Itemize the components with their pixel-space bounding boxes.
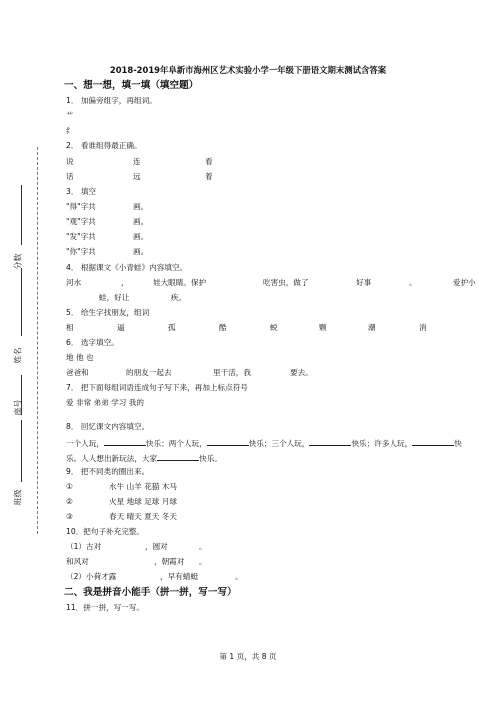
q4-part: 娃大眼睛。保护	[153, 278, 207, 287]
q3-row: "得"字共	[66, 202, 96, 211]
q1-text: 1． 加偏旁组字，再组词。	[66, 96, 157, 105]
q2-cell: 着	[205, 172, 213, 181]
q2-cell: 话	[66, 172, 74, 181]
q9-num: ③	[66, 512, 73, 521]
q3-text: 3． 填空	[66, 187, 97, 196]
q3-row: 画。	[133, 232, 149, 241]
seat-label: 座号	[13, 399, 23, 416]
q4-part: 蛙，好让	[99, 293, 130, 302]
q6-part: 的朋友一起去	[126, 368, 172, 377]
q10-part: （2）小荷才露	[66, 572, 117, 581]
q10-part: （1）古对	[66, 542, 102, 551]
section-1-heading: 一、想一想，填一填（填空题）	[64, 80, 199, 91]
q4-part: 爱护小	[453, 278, 476, 287]
q4-part: 吃害虫，做了	[263, 278, 309, 287]
q2-cell: 远	[133, 172, 141, 181]
q3-row: 画。	[133, 247, 149, 256]
name-line	[21, 268, 22, 336]
page-footer: 第 1 页，共 8 页	[219, 652, 277, 661]
q5-char: 孤	[168, 323, 176, 332]
q11-text: 11．拼一拼，写一写。	[66, 603, 145, 612]
q5-text: 5． 给生字找朋友，组词	[66, 308, 150, 317]
q4-part: ，	[121, 278, 129, 287]
q5-char: 酷	[219, 323, 227, 332]
q3-row: "发"字共	[66, 232, 96, 241]
q9-num: ②	[66, 497, 73, 506]
q2-text: 2． 看谁组得最正确。	[66, 141, 142, 150]
blank	[412, 437, 454, 446]
section-2-heading: 二、我是拼音小能手（拼一拼，写一写）	[64, 587, 237, 598]
q9-num: ①	[66, 482, 73, 491]
binding-dashed-line	[37, 147, 38, 534]
q10-part: 和风对	[66, 557, 89, 566]
q10-part: ，早有蜻蜓	[160, 572, 198, 581]
q10-part: 。	[199, 542, 207, 551]
score-line	[21, 185, 22, 245]
q4-part: 好事	[356, 278, 372, 287]
q4-part: 疾。	[171, 293, 187, 302]
q1-row-1: 艹	[66, 111, 74, 120]
blank	[207, 437, 249, 446]
q3-row: 画。	[133, 217, 149, 226]
q5-char: 相	[66, 323, 74, 332]
q1-row-2: 纟	[66, 126, 74, 135]
q3-row: "观"字共	[66, 217, 96, 226]
q8-text: 8． 回忆课文内容填空。	[66, 422, 150, 431]
class-line	[21, 420, 22, 482]
q6-part: 里干活，我	[213, 368, 251, 377]
score-label: 分数	[13, 253, 23, 270]
q7-words: 爱 非常 弟弟 学习 我的	[66, 398, 144, 407]
class-label: 班级	[13, 489, 23, 506]
q7-text: 7． 把下面每组词语连成句子写下来，再加上标点符号	[66, 383, 248, 392]
q10-part: ，圆对	[145, 542, 168, 551]
page-title: 2018-2019年阜新市海州区艺术实验小学一年级下册语文期末测试含答案	[109, 65, 387, 75]
q10-text: 10．把句子补充完整。	[66, 527, 145, 536]
q8-line-2: 乐。人人想出新玩法，大家 快乐。	[66, 454, 222, 463]
q5-char: 颗	[319, 323, 327, 332]
q4-part: 。	[409, 278, 417, 287]
q5-char: 消	[419, 323, 427, 332]
name-label: 姓名	[13, 347, 23, 364]
blank	[104, 437, 146, 446]
q9-words: 水牛 山羊 花猫 木马	[109, 482, 177, 491]
blank	[309, 437, 351, 446]
q2-cell: 看	[205, 157, 213, 166]
q3-row: "你"字共	[66, 247, 96, 256]
q10-part: 。	[235, 572, 243, 581]
q9-words: 春天 晴天 夏天 冬天	[109, 512, 177, 521]
q6-options: 地 他 也	[66, 353, 94, 362]
q10-part: 。	[199, 557, 207, 566]
q3-row: 画。	[133, 202, 149, 211]
q6-text: 6． 选字填空。	[66, 338, 119, 347]
q5-char: 逼	[117, 323, 125, 332]
q8-line-1: 一个人玩， 快乐；两个人玩， 快乐；三个人玩， 快乐；许多人玩， 快	[66, 439, 462, 448]
q5-char: 潮	[368, 323, 376, 332]
q10-part: ，朝霞对	[154, 557, 185, 566]
q6-part: 要去。	[290, 368, 313, 377]
q9-text: 9． 把不同类的圈出来。	[66, 467, 150, 476]
q6-part: 爸爸和	[66, 368, 89, 377]
q4-part: 河水	[66, 278, 82, 287]
blank	[157, 452, 199, 461]
q4-text: 4． 根据课文《小青蛙》内容填空。	[66, 263, 188, 272]
q5-char: 蜕	[270, 323, 278, 332]
q2-cell: 说	[66, 157, 74, 166]
q9-words: 火星 地球 足球 月球	[109, 497, 177, 506]
q2-cell: 连	[133, 157, 141, 166]
